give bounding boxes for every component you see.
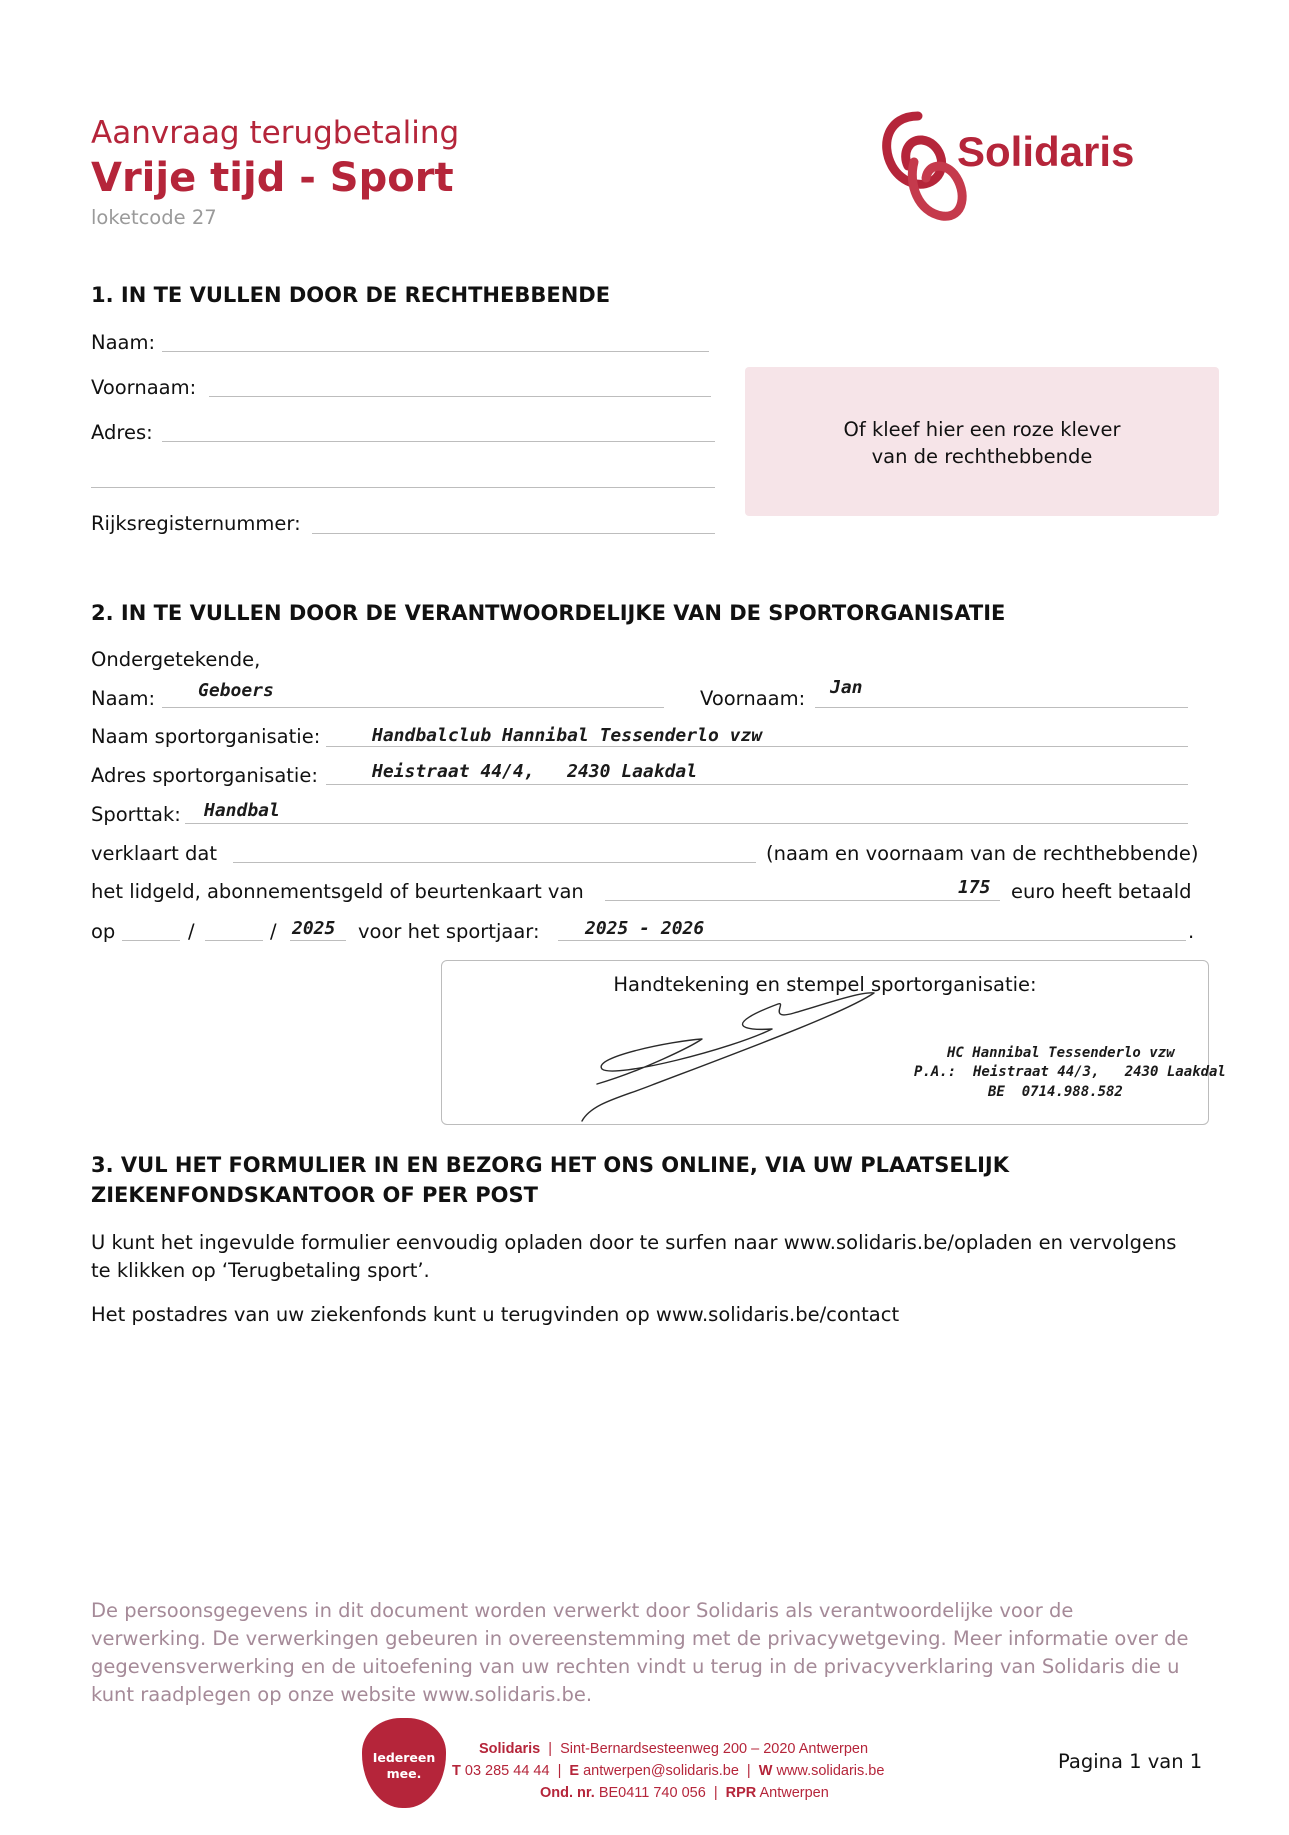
privacy-line-2: verwerking. De verwerkingen gebeuren in overeenstemming met de privacywetgeving. Meer informatie over de [91,1627,1189,1650]
stamp-line-2: P.A.: Heistraat 44/3, 2430 Laakdal [914,1064,1226,1080]
op-label: op [91,920,116,943]
verklaart-label: verklaart dat [91,842,217,865]
rrn-field[interactable] [312,533,715,534]
jaar-field[interactable] [290,940,346,941]
form-subtitle: Aanvraag terugbetaling [91,115,460,151]
section2-heading: 2. IN TE VULLEN DOOR DE VERANTWOORDELIJKE VAN DE SPORTORGANISATIE [91,601,1006,625]
org-voornaam-label: Voornaam: [700,687,806,710]
org-naam-label: Naam: [91,687,156,710]
org-voornaam-field[interactable] [815,707,1188,708]
sporttak-value: Handbal [204,800,280,821]
rechthebbende-hint: (naam en voornaam van de rechthebbende) [766,842,1199,865]
loket-code: loketcode 27 [91,206,217,229]
voornaam-label: Voornaam: [91,376,197,399]
footer-t-label: T [452,1763,461,1779]
privacy-line-3: gegevensverwerking en de uitoefening van uw rechten vindt u terug in de privacyverklaring van Solidaris die u [91,1655,1180,1678]
sportorg-field[interactable] [326,746,1188,747]
section1-heading: 1. IN TE VULLEN DOOR DE RECHTHEBBENDE [91,283,611,307]
sportorg-label: Naam sportorganisatie: [91,725,321,748]
ondergetekende-label: Ondergetekende, [91,648,261,671]
sticker-box [745,367,1219,516]
badge-text-1: Iedereen [372,1750,436,1765]
sportorg-adres-label: Adres sportorganisatie: [91,764,318,787]
stamp-line-3: BE 0714.988.582 [988,1084,1123,1100]
sticker-text-2: van de rechthebbende [871,445,1093,468]
footer-line-1 [479,1741,868,1757]
org-naam-field[interactable] [162,707,664,708]
stamp-line-1: HC Hannibal Tessenderlo vzw [947,1045,1175,1061]
sporttak-label: Sporttak: [91,803,181,826]
org-voornaam-value: Jan [830,677,863,698]
footer-rpr-label: RPR [725,1785,757,1801]
footer-website: www.solidaris.be [776,1763,885,1779]
rrn-label: Rijksregisternummer: [91,512,301,535]
adres-field-2[interactable] [91,487,715,488]
sporttak-field[interactable] [185,823,1188,824]
logo-wordmark: Solidaris [957,128,1135,175]
footer-sep: | [713,1785,718,1801]
sportorg-adres-value: Heistraat 44/4, 2430 Laakdal [372,761,698,782]
euro-label: euro heeft betaald [1011,880,1192,903]
page-number: Pagina 1 van 1 [1058,1750,1203,1773]
naam-field[interactable] [162,351,709,352]
privacy-line-4: kunt raadplegen op onze website www.solidaris.be. [91,1683,593,1706]
adres-label: Adres: [91,421,153,444]
footer-org: Solidaris [479,1741,541,1757]
signature-title: Handtekening en stempel sportorganisatie: [613,973,1037,996]
lidgeld-label: het lidgeld, abonnementsgeld of beurtenkaart van [91,880,584,903]
section3-heading-1: 3. VUL HET FORMULIER IN EN BEZORG HET ONS ONLINE, VIA UW PLAATSELIJK [91,1153,1010,1177]
section3-para2: Het postadres van uw ziekenfonds kunt u terugvinden op www.solidaris.be/contact [91,1303,900,1326]
privacy-line-1: De persoonsgegevens in dit document worden verwerkt door Solidaris als verantwoordelijke voor de [91,1599,1074,1622]
voornaam-field[interactable] [209,396,711,397]
solidaris-logo-icon [878,104,968,224]
jaar-value: 2025 [292,918,336,939]
section3-para1-line1: U kunt het ingevulde formulier eenvoudig opladen door te surfen naar www.solidaris.be/opladen en vervolgens [91,1231,1177,1254]
naam-label: Naam: [91,331,156,354]
adres-field[interactable] [162,441,715,442]
sticker-text-1: Of kleef hier een roze klever [843,418,1121,441]
footer-sep: | [557,1763,562,1779]
footer-line-3 [540,1785,829,1801]
footer-phone: 03 285 44 44 [464,1763,550,1779]
slash-2: / [270,920,277,943]
footer-email: antwerpen@solidaris.be [583,1763,739,1779]
slash-1: / [188,920,195,943]
rechthebbende-field[interactable] [233,862,756,863]
sportorg-value: Handbalclub Hannibal Tessenderlo vzw [372,725,763,746]
dag-field[interactable] [122,940,180,941]
sportjaar-label: voor het sportjaar: [358,920,540,943]
maand-field[interactable] [205,940,263,941]
footer-address: Sint-Bernardsesteenweg 200 – 2020 Antwerpen [560,1741,869,1757]
footer-rpr-value: Antwerpen [759,1785,829,1801]
footer-ond-label: Ond. nr. [540,1785,595,1801]
bedrag-value: 175 [958,877,991,898]
period: . [1188,920,1195,943]
section3-heading-2: ZIEKENFONDSKANTOOR OF PER POST [91,1183,538,1207]
badge-text-2: mee. [386,1766,422,1781]
solidaris-logo [878,104,1178,224]
footer-sep: | [548,1741,553,1757]
bedrag-field[interactable] [605,900,1000,901]
footer-sep: | [746,1763,751,1779]
sportjaar-field[interactable] [558,940,1186,941]
footer-e-label: E [569,1763,580,1779]
iedereen-mee-badge [362,1718,446,1808]
sportjaar-value: 2025 - 2026 [585,918,705,939]
footer-line-2 [452,1763,884,1779]
section3-para1-line2: te klikken op ‘Terugbetaling sport’. [91,1259,430,1282]
footer-w-label: W [758,1763,773,1779]
form-title: Vrije tijd - Sport [91,155,454,201]
signature-box [441,960,1226,1125]
sportorg-adres-field[interactable] [326,784,1188,785]
org-naam-value: Geboers [198,680,274,701]
footer-ond-value: BE0411 740 056 [598,1785,706,1801]
